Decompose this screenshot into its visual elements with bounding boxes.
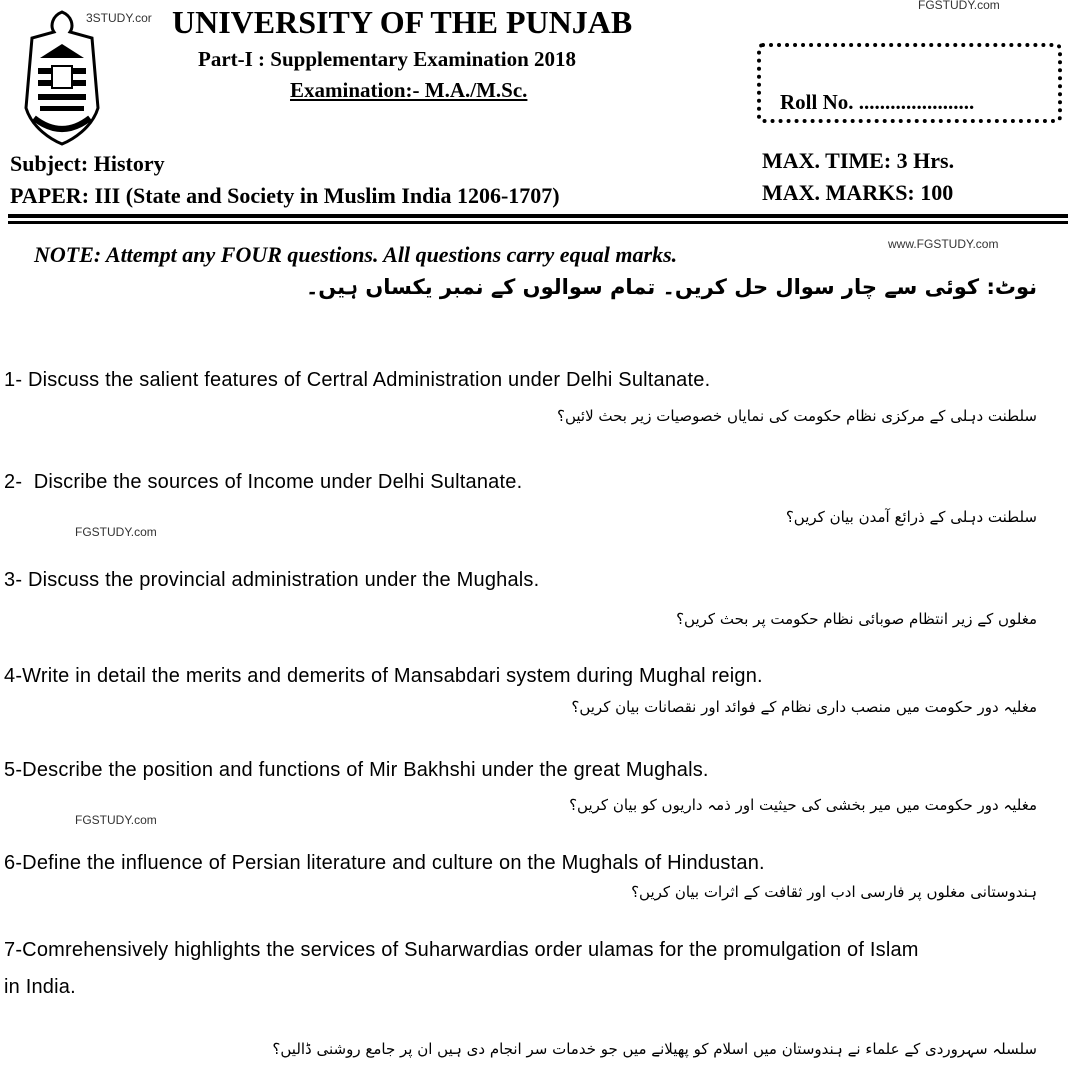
question-7-continued: in India. bbox=[4, 976, 76, 998]
question-7-urdu: سلسلہ سہروردی کے علماء نے ہندوستان میں اسلام کو پھیلانے میں جو خدمات سر انجام دی ہیں ان پر جامع روشنی ڈالیں؟ bbox=[272, 1040, 1037, 1058]
question-4: 4-Write in detail the merits and demerits of Mansabdari system during Mughal reign. bbox=[4, 665, 763, 687]
question-4-urdu: مغلیہ دور حکومت میں منصب داری نظام کے فوائد اور نقصانات بیان کریں؟ bbox=[571, 698, 1037, 716]
watermark-logo-side: 3STUDY.cor bbox=[86, 11, 152, 25]
question-3: 3- Discuss the provincial administration under the Mughals. bbox=[4, 569, 540, 591]
university-logo bbox=[12, 8, 112, 148]
note-english: NOTE: Attempt any FOUR questions. All questions carry equal marks. bbox=[34, 242, 678, 267]
double-rule bbox=[8, 214, 1068, 218]
paper: PAPER: III (State and Society in Muslim India 1206-1707) bbox=[10, 183, 560, 208]
max-marks: MAX. MARKS: 100 bbox=[762, 180, 954, 205]
watermark-left-2: FGSTUDY.com bbox=[75, 813, 157, 827]
question-6: 6-Define the influence of Persian literature and culture on the Mughals of Hindustan. bbox=[4, 852, 765, 874]
max-time: MAX. TIME: 3 Hrs. bbox=[762, 148, 955, 173]
question-2: 2- Discribe the sources of Income under Delhi Sultanate. bbox=[4, 471, 523, 493]
university-title: UNIVERSITY OF THE PUNJAB bbox=[172, 4, 633, 40]
double-rule-2 bbox=[8, 221, 1068, 224]
question-3-urdu: مغلوں کے زیر انتظام صوبائی نظام حکومت پر بحث کریں؟ bbox=[676, 610, 1037, 628]
roll-number-label: Roll No. ...................... bbox=[780, 90, 975, 114]
question-1: 1- Discuss the salient features of Certral Administration under Delhi Sultanate. bbox=[4, 369, 711, 391]
question-5-urdu: مغلیہ دور حکومت میں میر بخشی کی حیثیت اور ذمہ داریوں کو بیان کریں؟ bbox=[569, 796, 1037, 814]
subject: Subject: History bbox=[10, 151, 165, 176]
note-urdu: نوٹ: کوئی سے چار سوال حل کریں۔ تمام سوالوں کے نمبر یکساں ہیں۔ bbox=[305, 275, 1037, 299]
question-1-urdu: سلطنت دہلی کے مرکزی نظام حکومت کی نمایاں خصوصیات زیر بحث لائیں؟ bbox=[556, 407, 1037, 425]
question-6-urdu: ہندوستانی مغلوں پر فارسی ادب اور ثقافت کے اثرات بیان کریں؟ bbox=[631, 883, 1037, 901]
question-2-urdu: سلطنت دہلی کے ذرائع آمدن بیان کریں؟ bbox=[785, 508, 1037, 526]
exam-title: Part-I : Supplementary Examination 2018 bbox=[198, 47, 576, 71]
watermark-note-side: www.FGSTUDY.com bbox=[888, 237, 999, 251]
question-7: 7-Comrehensively highlights the services of Suharwardias order ulamas for the promulgation of Islam bbox=[4, 939, 919, 961]
watermark-top-right: FGSTUDY.com bbox=[918, 0, 1000, 12]
question-5: 5-Describe the position and functions of Mir Bakhshi under the great Mughals. bbox=[4, 759, 709, 781]
watermark-left-1: FGSTUDY.com bbox=[75, 525, 157, 539]
degree-title: Examination:- M.A./M.Sc. bbox=[290, 78, 528, 102]
